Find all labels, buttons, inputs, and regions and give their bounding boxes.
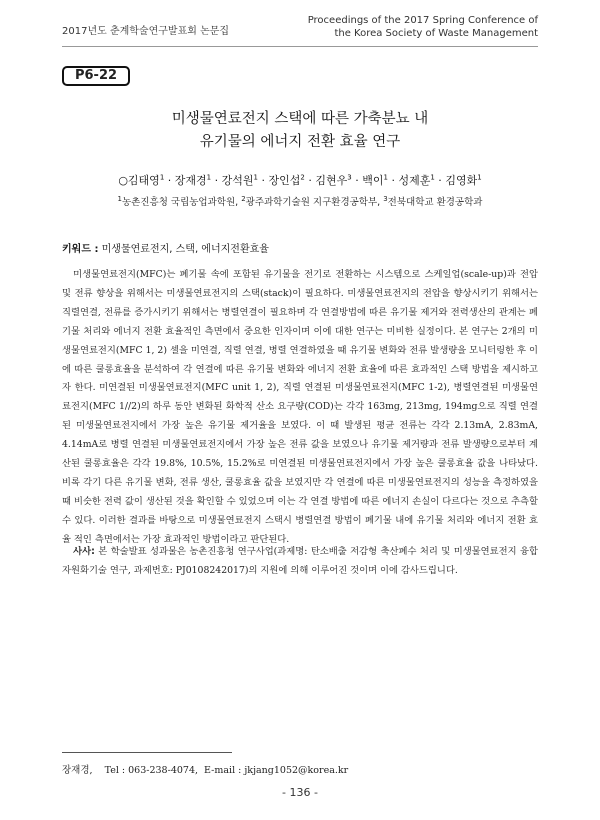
acknowledgment-text: 본 학술발표 성과물은 농촌진흥청 연구사업(과제명: 탄소배출 저감형 축산폐수 처리 및 미생물연료전지 융합 자원화기술 연구, 과제번호: PJ0108242017)의 지원에 의해 이루어진 것이며 이에 감사드립니다. xyxy=(62,546,538,576)
header-divider xyxy=(62,46,538,47)
author-affiliation-mark: 1 xyxy=(430,173,435,182)
author-separator: · xyxy=(164,174,175,187)
author-affiliation-mark: 1 xyxy=(206,173,212,182)
acknowledgment xyxy=(62,543,538,581)
author-affiliation-mark: 1 xyxy=(159,173,165,182)
author-separator: · xyxy=(304,174,316,187)
author-name: 김영화 xyxy=(445,174,478,187)
page-number: - 136 - xyxy=(282,786,318,799)
author-name: 장인섭 xyxy=(268,174,301,187)
author-separator: · xyxy=(258,174,269,187)
affiliation-name: 광주과학기술원 지구환경공학부, xyxy=(245,197,384,208)
affiliation-mark: 2 xyxy=(241,194,246,203)
paper-code-badge: P6-22 xyxy=(62,66,130,86)
author-name: ○김태영 xyxy=(118,174,160,187)
paper-title xyxy=(62,108,538,154)
running-header-left: 2017년도 춘계학술연구발표회 논문집 xyxy=(62,26,230,37)
author-name: 성제훈 xyxy=(398,174,431,187)
author-list xyxy=(40,172,560,188)
keywords xyxy=(62,240,269,255)
header-right-line2: the Korea Society of Waste Management xyxy=(334,28,538,39)
affiliation-mark: 1 xyxy=(117,194,122,203)
title-line2: 유기물의 에너지 전환 효율 연구 xyxy=(199,134,401,150)
author-affiliation-mark: 1 xyxy=(383,173,388,182)
author-separator: · xyxy=(387,174,399,187)
abstract-body: 미생물연료전지(MFC)는 폐기물 속에 포함된 유기물을 전기로 전환하는 시스템으로 스케일업(scale-up)과 전압 및 전류 향상을 위해서는 미생물연료전지의 스택(stack)이 필요하다. 미생물연료전지의 전압을 향상시키기 위해서는 직렬연결, 전류를 증가시키기 위해서는 병렬연결이 필요하며 각 연결방법에 따른 유기물 제거와 전력생산의 관계는 폐기물 처리와 에너지 전환 효율적인 측면에서 중요한 인자이며 이에 대한 연구는 미비한 실정이다. 본 연구는 2개의 미생물연료전지(MFC 1, 2) 셀을 미연결, 직렬 연결, 병렬 연결하였을 때 유기물 변화와 전류 발생량을 모니터링한 후 이에 따른 쿨롱효율을 분석하여 각 연결에 따른 유기물 변화와 에너지 전환 효율에 따른 효과적인 스택 방법을 제시하고자 한다. 미연결된 미생물연료전지(MFC unit 1, 2), 직렬 연결된 미생물연료전지(MFC 1-2), 병렬연결된 미생물연료전지(MFC 1//2)의 하루 동안 변화된 화학적 산소 요구량(COD)는 각각 163mg, 213mg, 194mg으로 직렬 연결된 미생물연료전지에서 가장 높은 유기물 제거율을 보였다. 이 때 발생된 평균 전류는 각각 2.13mA, 2.83mA, 4.14mA로 병렬 연결된 미생물연료전지에서 가장 높은 전류 값을 보였으나 유기물 제거량과 전류 발생량으로부터 계산된 쿨롱효율은 각각 19.8%, 10.5%, 15.2%로 미연결된 미생물연료전지에서 가장 높은 쿨롱효율 값을 나타났다. 비록 각기 다른 유기물 변화, 전류 생산, 쿨롱효율 값을 보였지만 각 연결에 따른 미생물연료전지의 성능을 측정하였을 때 비슷한 전력 값이 생산된 것을 확인할 수 있었으며 이는 각 연결 방법에 따른 에너지 손실이 다르다는 것으로 추측할 수 있다. 이러한 결과를 바탕으로 미생물연료전지 스택시 병렬연결 방법이 폐기물 내에 유기물 처리와 에너지 전환 효율 적인 측면에서는 가장 효과적인 방법이라고 판단된다. xyxy=(62,269,538,545)
footnote-divider xyxy=(62,752,232,753)
affiliation-name: 농촌진흥청 국립농업과학원, xyxy=(122,197,242,208)
header-right-line1: Proceedings of the 2017 Spring Conference of xyxy=(307,15,538,26)
keywords-label: 키워드 : xyxy=(62,244,99,255)
corresponding-contact: 장재경, Tel : 063-238-4074, E-mail : jkjang1052@korea.kr xyxy=(62,765,349,776)
affiliation-name: 전북대학교 환경공학과 xyxy=(387,197,483,208)
affiliation-list xyxy=(40,194,560,208)
author-name: 김현우 xyxy=(315,174,348,187)
affiliation-mark: 3 xyxy=(383,194,388,203)
author-affiliation-mark: 1 xyxy=(477,173,482,182)
title-line1: 미생물연료전지 스택에 따른 가축분뇨 내 xyxy=(171,111,429,127)
author-affiliation-mark: 3 xyxy=(347,173,352,182)
author-name: 장재경 xyxy=(174,174,207,187)
acknowledgment-label: 사사: xyxy=(73,546,95,557)
author-affiliation-mark: 2 xyxy=(300,173,305,182)
keywords-text: 미생물연료전지, 스택, 에너지전환효율 xyxy=(98,244,269,255)
running-header-right xyxy=(278,14,538,40)
author-name: 백이 xyxy=(362,174,384,187)
author-separator: · xyxy=(434,174,446,187)
author-separator: · xyxy=(351,174,363,187)
author-separator: · xyxy=(211,174,222,187)
author-name: 강석원 xyxy=(221,174,254,187)
author-affiliation-mark: 1 xyxy=(253,173,258,182)
